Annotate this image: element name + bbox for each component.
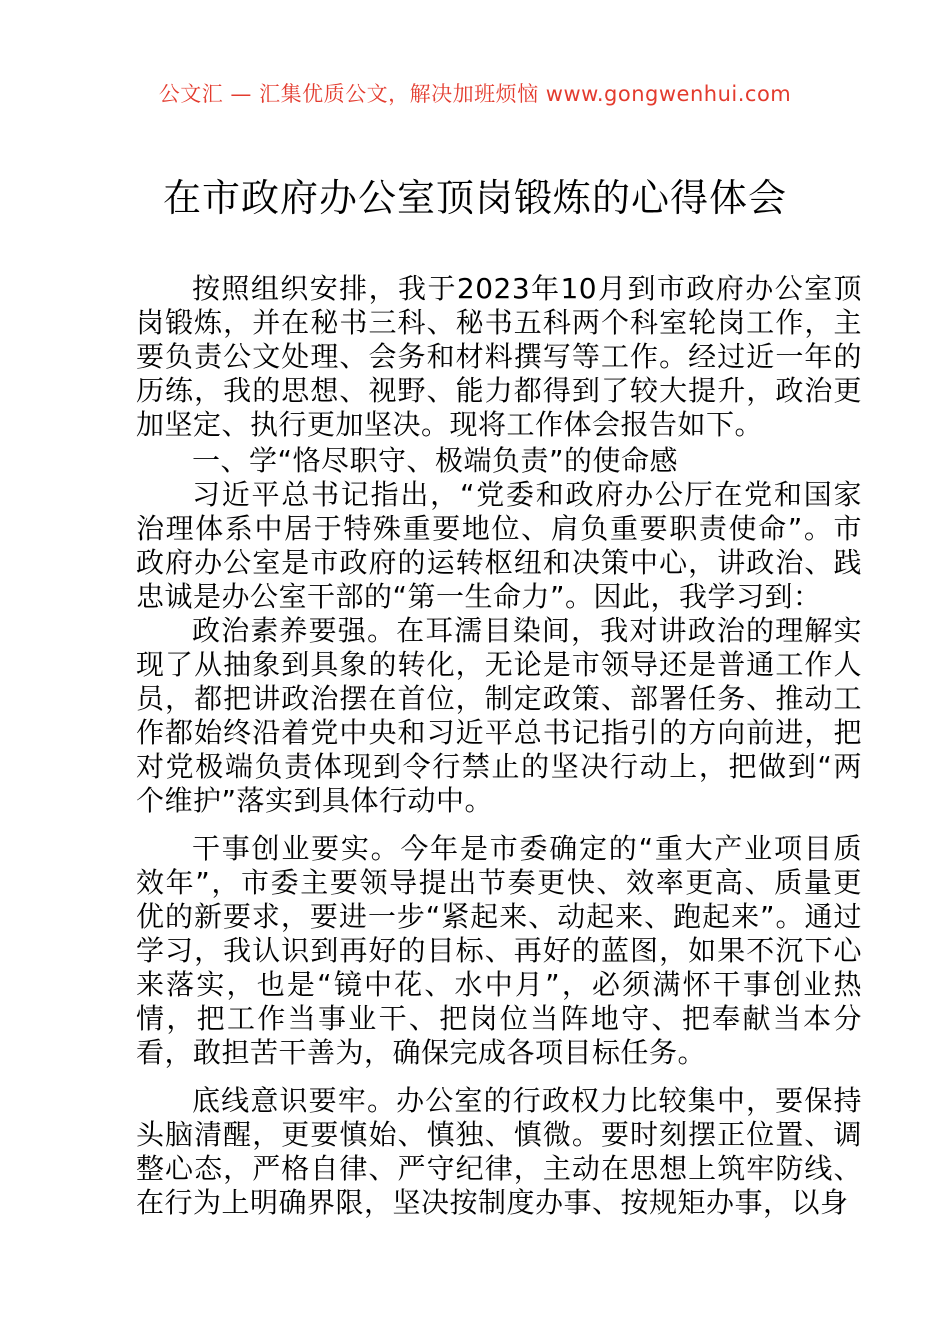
paragraph-4: 政治素养要强。在耳濡目染间，我对讲政治的理解实现了从抽象到具象的转化，无论是市领导还是普通工作人员，都把讲政治摆在首位，制定政策、部署任务、推动工作都始终沿着党中央和习近平总书记指引的方向前进，把对党极端负责体现到令行禁止的坚决行动上，把做到“两个维护”落实到具体行动中。 <box>136 614 862 817</box>
paragraph-3: 习近平总书记指出，“党委和政府办公厅在党和国家治理体系中居于特殊重要地位、肩负重要职责使命”。市政府办公室是市政府的运转枢纽和决策中心，讲政治、践忠诚是办公室干部的“第一生命力”。因此，我学习到： <box>136 478 862 613</box>
paragraph-5: 干事创业要实。今年是市委确定的“重大产业项目质效年”，市委主要领导提出节奏更快、效率更高、质量更优的新要求，要进一步“紧起来、动起来、跑起来”。通过学习，我认识到再好的目标、再好的蓝图，如果不沉下心来落实，也是“镜中花、水中月”，必须满怀干事创业热情，把工作当事业干、把岗位当阵地守、把奉献当本分看，敢担苦干善为，确保完成各项目标任务。 <box>136 832 862 1069</box>
paragraph-1: 按照组织安排，我于2023年10月到市政府办公室顶岗锻炼，并在秘书三科、秘书五科两个科室轮岗工作，主要负责公文处理、会务和材料撰写等工作。经过近一年的历练，我的思想、视野、能力都得到了较大提升，政治更加坚定、执行更加坚决。现将工作体会报告如下。 <box>136 272 862 441</box>
section-heading: 一、学“恪尽职守、极端负责”的使命感 <box>192 444 679 477</box>
site-watermark-header: 公文汇 — 汇集优质公文，解决加班烦恼 www.gongwenhui.com <box>158 82 792 106</box>
document-body <box>0 272 950 1220</box>
paragraph-6: 底线意识要牢。办公室的行政权力比较集中，要保持头脑清醒，更要慎始、慎独、慎微。要时刻摆正位置、调整心态，严格自律、严守纪律，主动在思想上筑牢防线、在行为上明确界限，坚决按制度办事、按规矩办事，以身 <box>136 1084 862 1219</box>
document-title: 在市政府办公室顶岗锻炼的心得体会 <box>162 176 787 220</box>
